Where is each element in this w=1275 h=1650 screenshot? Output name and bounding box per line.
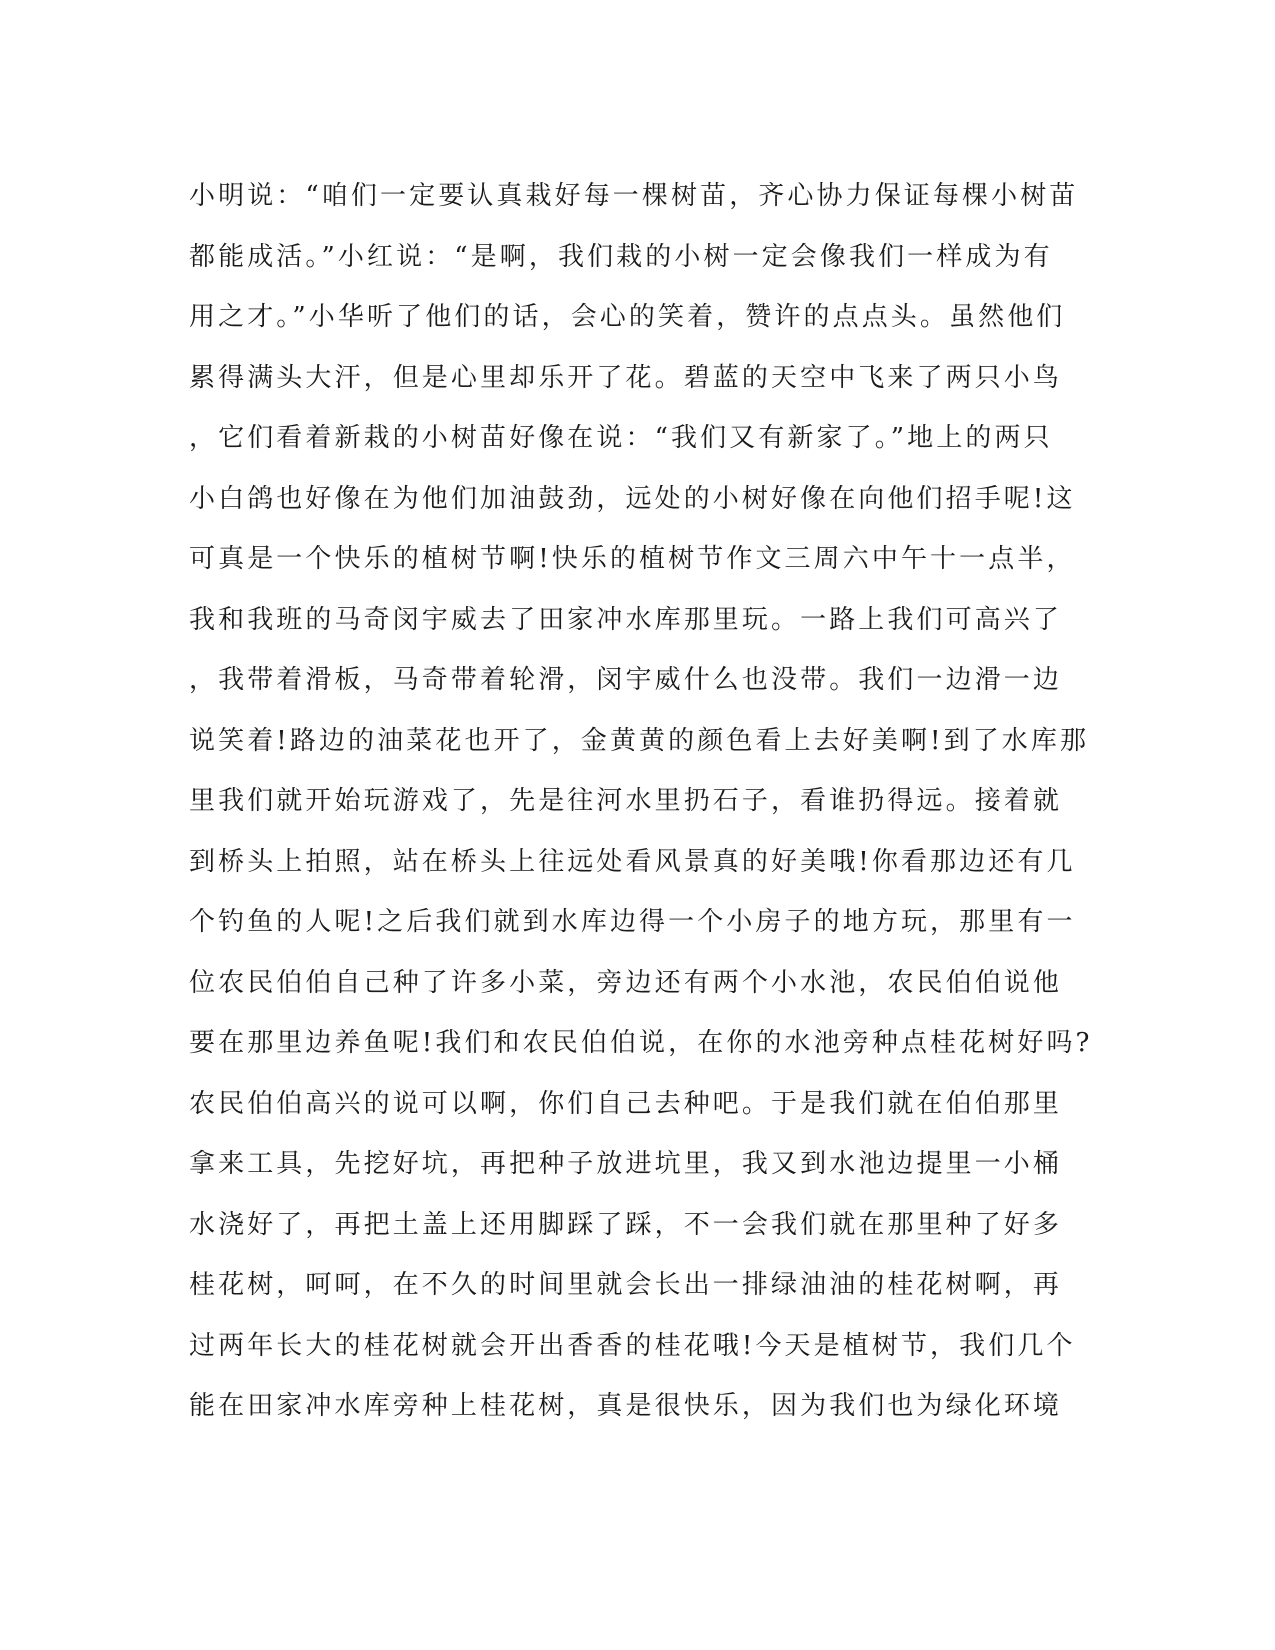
- text-line: 都能成活。”小红说：“是啊，我们栽的小树一定会像我们一样成为有: [189, 241, 1053, 272]
- text-line: 桂花树，呵呵，在不久的时间里就会长出一排绿油油的桂花树啊，再: [189, 1270, 1063, 1300]
- text-line: 说笑着!路边的油菜花也开了，金黄黄的颜色看上去好美啊!到了水库那: [189, 725, 1090, 756]
- text-line: 能在田家冲水库旁种上桂花树，真是很快乐，因为我们也为绿化环境: [189, 1391, 1063, 1421]
- text-line: 小白鸽也好像在为他们加油鼓劲，远处的小树好像在向他们招手呢!这: [189, 483, 1076, 514]
- text-line: 小明说：“咱们一定要认真栽好每一棵树苗，齐心协力保证每棵小树苗: [189, 181, 1079, 211]
- body-text: [189, 166, 1093, 1437]
- text-line: 要在那里边养鱼呢!我们和农民伯伯说，在你的水池旁种点桂花树好吗?: [189, 1028, 1093, 1058]
- text-line: 拿来工具，先挖好坑，再把种子放进坑里，我又到水池边提里一小桶: [189, 1149, 1063, 1179]
- text-line: 农民伯伯高兴的说可以啊，你们自己去种吧。于是我们就在伯伯那里: [189, 1088, 1063, 1119]
- text-line: 水浇好了，再把土盖上还用脚踩了踩，不一会我们就在那里种了好多: [189, 1209, 1063, 1240]
- text-line: 个钓鱼的人呢!之后我们就到水库边得一个小房子的地方玩，那里有一: [189, 907, 1076, 937]
- text-line: 到桥头上拍照，站在桥头上往远处看风景真的好美哦!你看那边还有几: [189, 846, 1076, 877]
- text-line: 我和我班的马奇闵宇威去了田家冲水库那里玩。一路上我们可高兴了: [189, 604, 1063, 635]
- text-line: 用之才。”小华听了他们的话，会心的笑着，赞许的点点头。虽然他们: [189, 302, 1066, 332]
- text-line: 过两年长大的桂花树就会开出香香的桂花哦!今天是植树节，我们几个: [189, 1330, 1076, 1361]
- text-line: 可真是一个快乐的植树节啊!快乐的植树节作文三周六中午十一点半，: [189, 544, 1076, 574]
- text-line: ，它们看着新栽的小树苗好像在说：“我们又有新家了。”地上的两只: [189, 423, 1053, 453]
- text-line: 累得满头大汗，但是心里却乐开了花。碧蓝的天空中飞来了两只小鸟: [189, 362, 1063, 393]
- text-line: 里我们就开始玩游戏了，先是往河水里扔石子，看谁扔得远。接着就: [189, 786, 1063, 816]
- text-line: 位农民伯伯自己种了许多小菜，旁边还有两个小水池，农民伯伯说他: [189, 967, 1063, 998]
- text-line: ，我带着滑板，马奇带着轮滑，闵宇威什么也没带。我们一边滑一边: [189, 665, 1063, 695]
